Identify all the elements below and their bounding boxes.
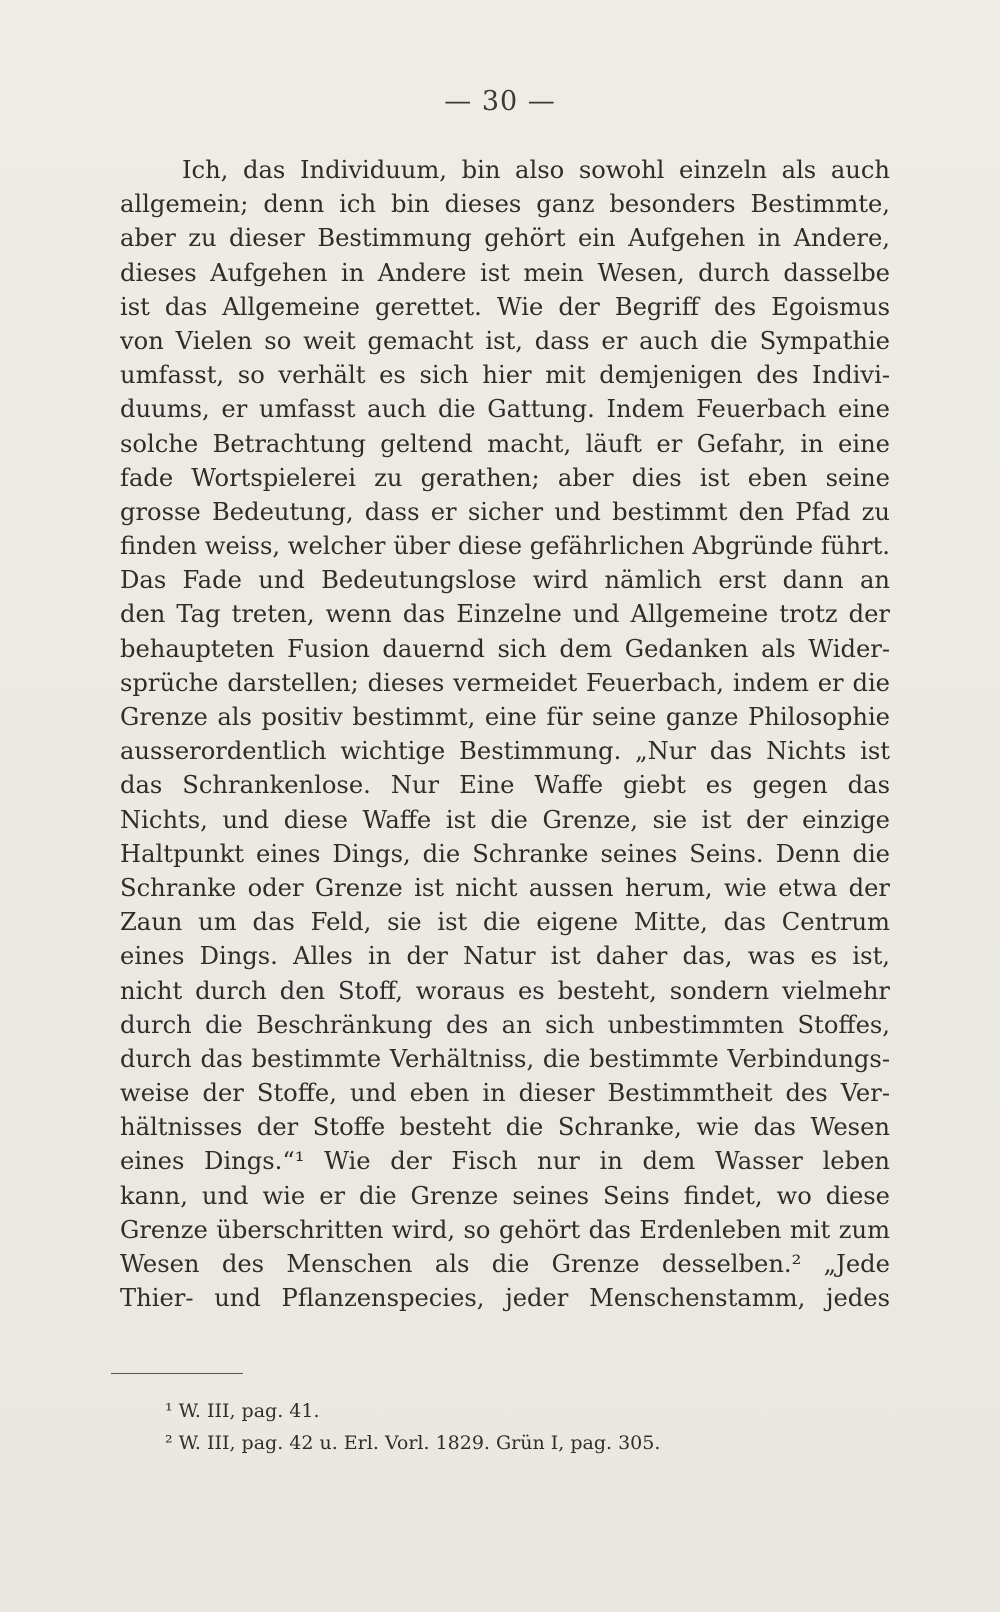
text-line: dieses Aufgehen in Andere ist mein Wesen, durch dasselbe — [120, 258, 890, 287]
text-line: finden weiss, welcher über diese gefährlichen Abgründe führt. — [120, 532, 890, 561]
text-line: Haltpunkt eines Dings, die Schranke seines Seins. Denn die — [120, 839, 890, 868]
body-text — [120, 153, 890, 1315]
text-line: Wesen des Menschen als die Grenze desselben.² „Jede — [120, 1250, 890, 1278]
text-line: Grenze überschritten wird, so gehört das Erdenleben mit zum — [120, 1215, 890, 1244]
text-line: fade Wortspielerei zu gerathen; aber dies ist eben seine — [120, 463, 890, 492]
text-line: kann, und wie er die Grenze seines Seins findet, wo diese — [120, 1181, 890, 1210]
text-line: das Schrankenlose. Nur Eine Waffe giebt es gegen das — [120, 771, 890, 800]
text-line: hältnisses der Stoffe besteht die Schranke, wie das Wesen — [120, 1113, 890, 1142]
text-line: Ich, das Individuum, bin also sowohl einzeln als auch — [182, 156, 890, 184]
text-line: duums, er umfasst auch die Gattung. Indem Feuerbach eine — [120, 395, 890, 424]
text-line: Das Fade und Bedeutungslose wird nämlich erst dann an — [120, 566, 890, 595]
text-line: Nichts, und diese Waffe ist die Grenze, sie ist der einzige — [120, 805, 890, 834]
text-line: weise der Stoffe, und eben in dieser Bestimmtheit des Ver- — [120, 1079, 890, 1108]
text-line: allgemein; denn ich bin dieses ganz besonders Bestimmte, — [120, 190, 890, 219]
text-line: solche Betrachtung geltend macht, läuft er Gefahr, in eine — [120, 429, 890, 458]
text-line: ausserordentlich wichtige Bestimmung. „Nur das Nichts ist — [120, 737, 890, 766]
text-line: durch das bestimmte Verhältniss, die bestimmte Verbindungs- — [120, 1044, 890, 1073]
page-number: — 30 — — [444, 86, 556, 117]
text-line: nicht durch den Stoff, woraus es besteht, sondern vielmehr — [120, 976, 890, 1005]
text-line: umfasst, so verhält es sich hier mit demjenigen des Indivi- — [120, 361, 890, 390]
text-line: ist das Allgemeine gerettet. Wie der Begriff des Egoismus — [120, 292, 890, 321]
text-line: aber zu dieser Bestimmung gehört ein Aufgehen in Andere, — [120, 224, 890, 253]
text-line: Grenze als positiv bestimmt, eine für seine ganze Philosophie — [120, 703, 890, 731]
text-line: von Vielen so weit gemacht ist, dass er auch die Sympathie — [120, 326, 890, 355]
text-line: behaupteten Fusion dauernd sich dem Gedanken als Wider- — [120, 634, 890, 663]
text-line: grosse Bedeutung, dass er sicher und bestimmt den Pfad zu — [120, 497, 890, 526]
text-line: durch die Beschränkung des an sich unbestimmten Stoffes, — [120, 1010, 890, 1039]
text-line: sprüche darstellen; dieses vermeidet Feuerbach, indem er die — [120, 668, 890, 697]
text-line: eines Dings. Alles in der Natur ist daher das, was es ist, — [120, 942, 890, 971]
footnote-1: ¹ W. III, pag. 41. — [165, 1400, 320, 1422]
text-line: Thier- und Pflanzenspecies, jeder Menschenstamm, jedes — [120, 1284, 890, 1313]
footnotes — [165, 1395, 815, 1459]
text-line: den Tag treten, wenn das Einzelne und Allgemeine trotz der — [120, 600, 890, 629]
text-line: Schranke oder Grenze ist nicht aussen herum, wie etwa der — [120, 873, 890, 902]
footnote-2: ² W. III, pag. 42 u. Erl. Vorl. 1829. Grün I, pag. 305. — [165, 1432, 661, 1454]
text-line: Zaun um das Feld, sie ist die eigene Mitte, das Centrum — [120, 908, 890, 937]
text-line: eines Dings.“¹ Wie der Fisch nur in dem Wasser leben — [120, 1147, 890, 1176]
footnote-divider — [111, 1373, 243, 1374]
